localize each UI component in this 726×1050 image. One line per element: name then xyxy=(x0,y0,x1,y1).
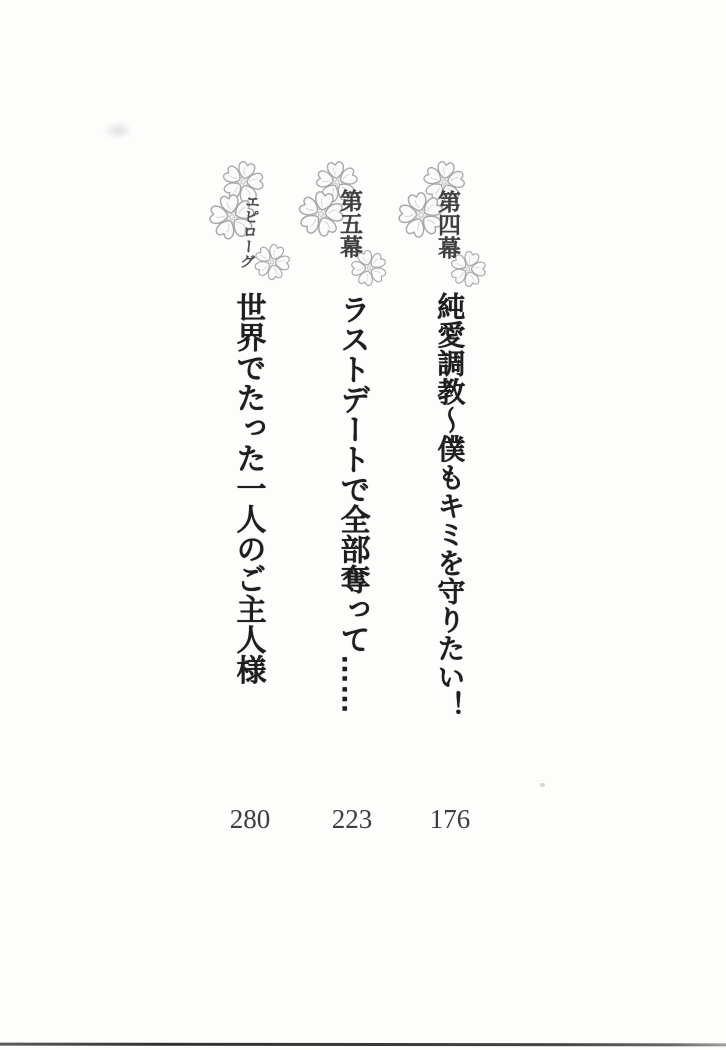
chapter-label-act5: 第五幕 xyxy=(337,189,363,258)
scan-edge-line xyxy=(0,1043,726,1047)
toc-entry-act5 xyxy=(297,160,407,860)
scan-speck xyxy=(540,783,545,787)
page-number-epilogue: 280 xyxy=(229,804,271,834)
page-number-act5: 223 xyxy=(331,804,373,834)
chapter-title-epilogue: 世界でたった一人のご主人様 xyxy=(231,292,265,685)
chapter-label-epilogue: エピローグ xyxy=(237,193,261,270)
scan-smudge xyxy=(103,121,133,140)
chapter-title-act5: ラストデートで全部奪って…… xyxy=(335,294,369,714)
chapter-title-act4: 純愛調教～僕もキミを守りたい！ xyxy=(434,292,466,720)
toc-entry-act4 xyxy=(395,160,505,860)
page-number-act4: 176 xyxy=(429,804,471,834)
chapter-label-act4: 第四幕 xyxy=(435,190,461,259)
toc-entry-epilogue xyxy=(195,160,305,860)
